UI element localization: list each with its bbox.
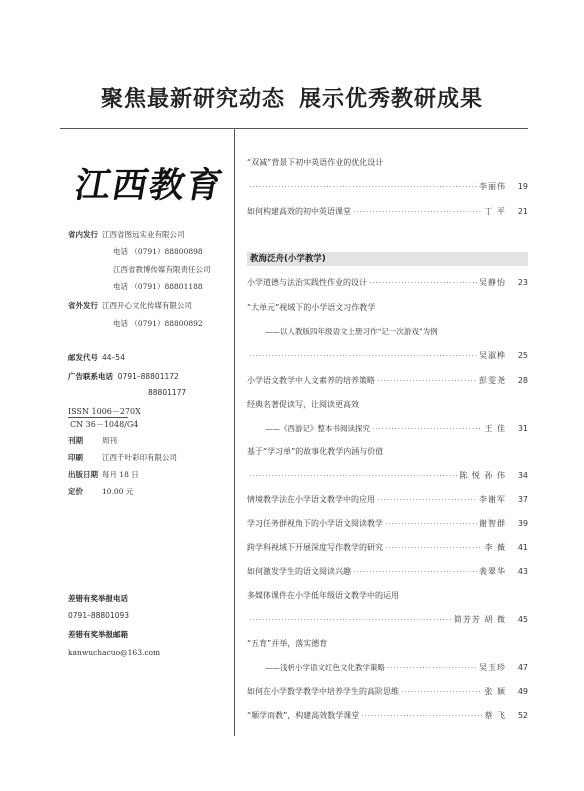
toc-title: “顺学而教”，构建高效数学课堂 [247,711,360,720]
domestic-distributor-2: 江西省教博传媒有限责任公司 [113,265,211,274]
toc-author: 彭雯尧 [479,376,506,385]
ad-label: 广告联系电话 [68,372,113,381]
leader-dots [249,352,477,360]
postal-label: 邮发代号 [68,353,98,362]
toc-author: 蔡 飞 [484,711,506,720]
toc-author: 李丽伟 [479,182,506,191]
printer: 江西千叶彩印有限公司 [102,453,177,462]
report-email-label: 差错有奖举报邮箱 [68,630,128,639]
toc-title: 小学道德与法治实践性作业的设计 [247,278,367,287]
toc-entry-5 [247,375,528,386]
toc-author: 谢智群 [479,519,506,528]
report-phone-label: 差错有奖举报电话 [68,594,128,603]
leader-dots [385,544,482,552]
pubdate-label: 出版日期 [68,470,98,479]
pubdate-row [68,469,139,480]
toc-entry-4-title: “大单元”视域下的小学语文习作教学 [247,303,376,312]
toc-page: 25 [517,351,528,360]
toc-title: 情境教学法在小学语文教学中的应用 [247,495,375,504]
issn: ISSN 1006－270X [68,407,141,416]
toc-author: 李 薇 [484,543,506,552]
toc-title: 如何构建高效的初中英语课堂 [247,207,351,216]
price-row [68,486,133,497]
section-heading: 教海泛舟(小学教学) [247,252,528,266]
printer-label: 印刷 [68,453,83,462]
postal-code-row [68,352,125,363]
overseas-distribution [68,300,192,311]
toc-author: 吴玉珍 [479,663,506,672]
printer-row [68,452,177,463]
phone-row-2 [113,281,203,292]
leader-dots [387,664,477,672]
toc-title: 学习任务群视角下的小学语文阅读教学 [247,519,383,528]
leader-dots [369,279,477,287]
toc-entry-7-title: 基于“学习单”的故事化教学内涵与价值 [247,447,384,456]
toc-entry-6 [247,423,528,434]
toc-page: 39 [517,519,528,528]
toc-entry-1-title: “双减”背景下初中英语作业的优化设计 [247,158,384,167]
leader-dots [377,496,477,504]
toc-page: 21 [517,207,528,216]
toc-page: 47 [517,663,528,672]
toc-page: 28 [517,376,528,385]
toc-title: 如何激发学生的语文阅读兴趣 [247,567,351,576]
column-divider [234,128,235,736]
phone-row-3 [113,318,203,329]
toc-entry-13 [247,662,528,673]
leader-dots [249,616,452,624]
period-row [68,435,117,446]
toc-author: 裴翠华 [479,567,506,576]
toc-title: 跨学科视域下开展深度写作教学的研究 [247,543,383,552]
toc-subtitle: ——《西游记》整本书阅读探究 [265,424,370,433]
phone-label-1: 电话 [113,247,128,256]
toc-subtitle: ——浅析小学语文红色文化教学策略 [265,663,385,672]
phone-3: （0791）88800892 [130,319,203,328]
toc-entry-1 [247,181,528,192]
toc-page: 43 [517,567,528,576]
toc-entry-2 [247,206,528,217]
toc-page: 45 [517,615,528,624]
ad-phone-row [68,371,179,382]
price: 10.00 元 [102,487,134,496]
toc-entry-11 [247,566,528,577]
leader-dots [372,425,482,433]
toc-page: 41 [517,543,528,552]
headline-part-1: 聚焦最新研究动态 [100,87,285,112]
phone-row-1 [113,246,203,257]
toc-author: 张 颖 [484,687,506,696]
toc-entry-7 [247,470,528,481]
report-email: kanwuchacuo@163.com [68,648,161,657]
magazine-logo: 江西教育 [71,165,228,206]
toc-page: 37 [517,495,528,504]
pubdate: 每月 18 日 [102,470,139,479]
leader-dots [249,472,457,480]
page-headline [0,82,584,113]
toc-page: 31 [517,424,528,433]
toc-author: 吴淑桦 [479,351,506,360]
toc-author: 丁 平 [484,207,506,216]
toc-entry-8 [247,494,528,505]
toc-author: 王 佳 [484,424,506,433]
toc-page: 49 [517,687,528,696]
phone-label-3: 电话 [113,319,128,328]
toc-entry-12 [247,614,528,625]
toc-author: 李谢军 [479,495,506,504]
toc-entry-13-title: “五育”并举，落实德育 [247,639,328,648]
leader-dots [353,208,482,216]
report-phone: 0791–88801093 [68,611,130,620]
toc-title: 如何在小学数学教学中培养学生的高阶思维 [247,687,399,696]
overseas-distributor: 江西开心文化传媒有限公司 [102,301,192,310]
top-divider [60,128,528,129]
toc-author: 陈 悦 孙 伟 [459,471,506,480]
leader-dots [361,712,482,720]
phone-1: （0791）88800898 [130,247,203,256]
toc-author: 吴静怡 [479,278,506,287]
period-label: 刊期 [68,436,83,445]
period: 周刊 [102,436,117,445]
toc-entry-10 [247,542,528,553]
toc-entry-15 [247,710,528,721]
toc-entry-4 [247,350,528,361]
phone-label-2: 电话 [113,282,128,291]
postal-code: 44–54 [102,353,125,362]
ad-phone-2: 88801177 [148,388,187,397]
domestic-label: 省内发行 [68,230,98,239]
toc-entry-6-title: 经典名著促读写，让阅读更高效 [247,400,359,409]
headline-part-2: 展示优秀教研成果 [299,87,484,112]
issn-underline [68,417,128,418]
domestic-distributor-1: 江西省图远实业有限公司 [102,230,185,239]
cn-number: CN 36－1048/G4 [70,420,139,429]
toc-page: 19 [517,182,528,191]
toc-author: 简芳芳 胡 微 [453,615,506,624]
toc-entry-12-title: 多媒体课件在小学低年级语文教学中的运用 [247,591,399,600]
price-label: 定价 [68,487,83,496]
toc-page: 34 [517,471,528,480]
leader-dots [249,183,477,191]
toc-page: 23 [517,278,528,287]
toc-entry-3 [247,277,528,288]
toc-page: 52 [517,711,528,720]
toc-entry-4-subtitle: ——以人教版四年级语文上册习作“记一次游戏”为例 [265,327,438,336]
toc-entry-14 [247,686,528,697]
toc-entry-9 [247,518,528,529]
phone-2: （0791）88801188 [130,282,203,291]
overseas-label: 省外发行 [68,301,98,310]
leader-dots [377,377,477,385]
ad-phone-1: 0791–88801172 [117,372,179,381]
leader-dots [353,568,477,576]
leader-dots [401,688,482,696]
domestic-distribution [68,229,185,240]
toc-title: 小学语文教学中人文素养的培养策略 [247,376,375,385]
leader-dots [385,520,477,528]
